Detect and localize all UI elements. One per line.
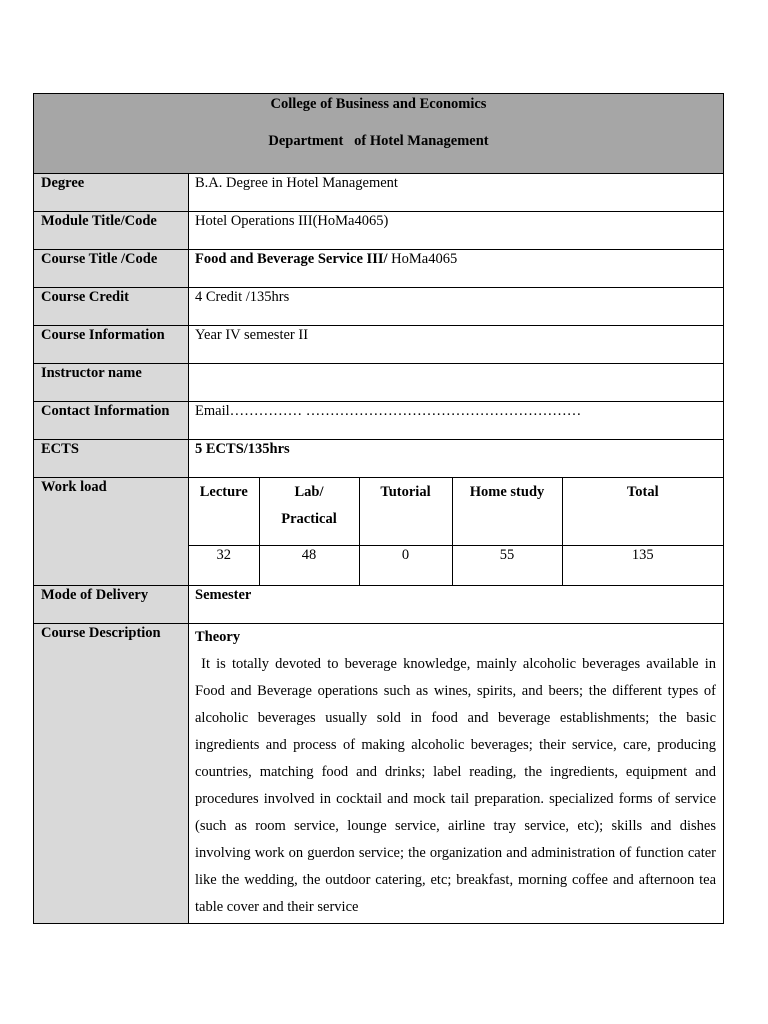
degree-label: Degree: [34, 174, 189, 212]
department-name: Department of Hotel Management: [268, 133, 489, 149]
description-text: It is totally devoted to beverage knowledge, mainly alcoholic beverages available in Food and Beverage operations such as wines, spirits, and beers; the different types of alcoholic beverages usually sold in food and beverage establishments; the basic ingredients and process of making alcoholic beverages; their service, care, producing countries, matching food and drinks; label reading, the ingredients, equipment and procedures involved in cocktail and mock tail preparation. specialized forms of service (such as room service, lounge service, airline tray service, etc); skills and dishes involving work on guerdon service; the organization and administration of function cater like the wedding, the outdoor catering, etc; breakfast, morning coffee and afternoon tea table cover and their service: [195, 656, 720, 915]
table-row: [34, 250, 724, 288]
description-label: Course Description: [34, 624, 189, 924]
table-row: [34, 478, 724, 586]
table-row: [34, 440, 724, 478]
instructor-label: Instructor name: [34, 364, 189, 402]
mode-value: Semester: [189, 586, 724, 624]
table-header: [34, 94, 724, 174]
instructor-value: [189, 364, 724, 402]
table-row: [34, 174, 724, 212]
workload-header-lab: [259, 478, 359, 546]
workload-value-tutorial: 0: [359, 546, 452, 586]
course-document: [33, 93, 723, 924]
table-row: [34, 402, 724, 440]
course-title-bold: Food and Beverage Service III/: [195, 251, 388, 267]
lab-header-text: Lab/ Practical: [281, 484, 337, 527]
table-row: [34, 212, 724, 250]
credit-value: 4 Credit /135hrs: [189, 288, 724, 326]
course-title-code: HoMa4065: [387, 251, 458, 267]
table-row: [34, 624, 724, 924]
college-name: College of Business and Economics: [270, 96, 487, 112]
workload-header-total: Total: [626, 484, 659, 500]
contact-value: Email…………… …………………………………………………: [189, 402, 724, 440]
contact-label: Contact Information: [34, 402, 189, 440]
course-title-value: [189, 250, 724, 288]
description-value: [189, 624, 724, 924]
workload-table: [189, 478, 723, 585]
workload-value-home-study: 55: [452, 546, 562, 586]
workload-cell: [189, 478, 724, 586]
workload-label: Work load: [34, 478, 189, 586]
table-row: [34, 326, 724, 364]
workload-value-lab: 48: [259, 546, 359, 586]
workload-header-tutorial: Tutorial: [359, 478, 452, 546]
workload-value-lecture: 32: [189, 546, 259, 586]
course-title-label: Course Title /Code: [34, 250, 189, 288]
ects-value: 5 ECTS/135hrs: [189, 440, 724, 478]
ects-label: ECTS: [34, 440, 189, 478]
info-value: Year IV semester II: [189, 326, 724, 364]
description-heading: Theory: [195, 629, 241, 645]
workload-header-home-study: Home study: [452, 478, 562, 546]
table-row: [34, 288, 724, 326]
workload-header-lecture: Lecture: [189, 478, 259, 546]
course-info-table: [33, 93, 724, 924]
workload-value-total: 135: [562, 546, 723, 586]
info-label: Course Information: [34, 326, 189, 364]
credit-label: Course Credit: [34, 288, 189, 326]
table-row: [34, 364, 724, 402]
module-label: Module Title/Code: [34, 212, 189, 250]
table-row: [34, 586, 724, 624]
module-value: Hotel Operations III(HoMa4065): [189, 212, 724, 250]
mode-label: Mode of Delivery: [34, 586, 189, 624]
degree-value: B.A. Degree in Hotel Management: [189, 174, 724, 212]
